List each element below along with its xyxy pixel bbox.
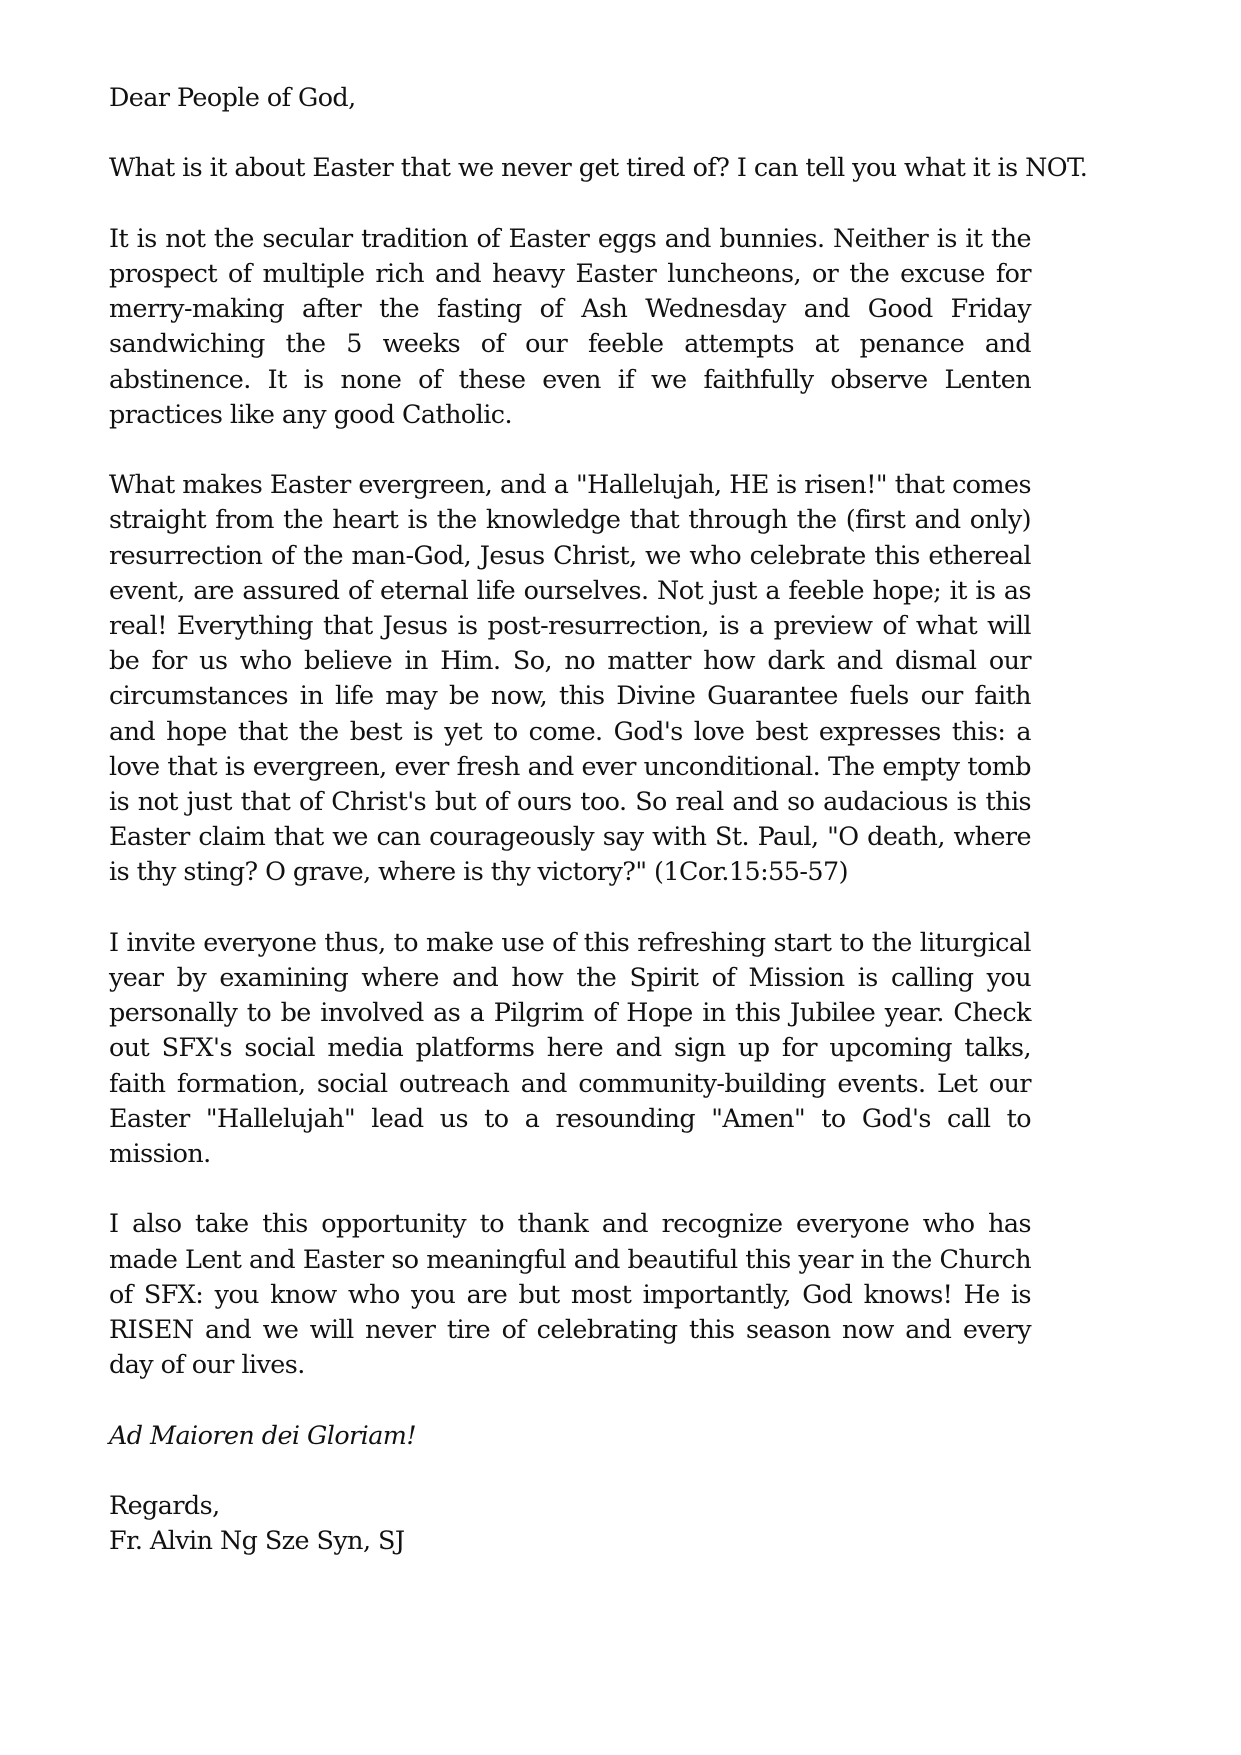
paragraph-evergreen: What makes Easter evergreen, and a "Hallelujah, HE is risen!" that comes straight from the heart is the knowledge that through the (first and only) resurrection of the man-God, Jesus Christ, we who celebrate this ethereal event, are assured of eternal life ourselves. Not just a feeble hope; it is as real! Everything that Jesus is post-resurrection, is a preview of what will be for us who believe in Him. So, no matter how dark and dismal our circumstances in life may be now, this Divine Guarantee fuels our faith and hope that the best is yet to come. God's love best expresses this: a love that is evergreen, ever fresh and ever unconditional. The empty tomb is not just that of Christ's but of ours too. So real and so audacious is this Easter claim that we can courageously say with St. Paul, "O death, where is thy sting? O grave, where is thy victory?" (1Cor.15:55-57) [109,469,1031,887]
salutation: Dear People of God, [109,82,356,112]
regards-line: Regards, [109,1490,220,1521]
paragraph-invitation: I invite everyone thus, to make use of this refreshing start to the liturgical year by examining where and how the Spirit of Mission is calling you personally to be involved as a Pilgrim of Hope in this Jubilee year. Check out SFX's social media platforms here and sign up for upcoming talks, faith formation, social outreach and community-building events. Let our Easter "Hallelujah" lead us to a resounding "Amen" to God's call to mission. [109,926,1031,1169]
paragraph-thanks: I also take this opportunity to thank and recognize everyone who has made Lent and Easter so meaningful and beautiful this year in the Church of SFX: you know who you are but most importantly, God knows! He is RISEN and we will never tire of celebrating this season now and every day of our lives. [109,1208,1031,1380]
paragraph-not-secular: It is not the secular tradition of Easter eggs and bunnies. Neither is it the prospect of multiple rich and heavy Easter luncheons, or the excuse for merry-making after the fasting of Ash Wednesday and Good Friday sandwiching the 5 weeks of our feeble attempts at penance and abstinence. It is none of these even if we faithfully observe Lenten practices like any good Catholic. [109,222,1031,429]
paragraph-intro: What is it about Easter that we never get tired of? I can tell you what it is NOT. [109,152,1088,183]
closing-motto: Ad Maioren dei Gloriam! [109,1419,416,1450]
signoff-block [109,1488,1031,1558]
signature-name: Fr. Alvin Ng Sze Syn, SJ [109,1525,405,1556]
letter-body [109,80,1088,1594]
